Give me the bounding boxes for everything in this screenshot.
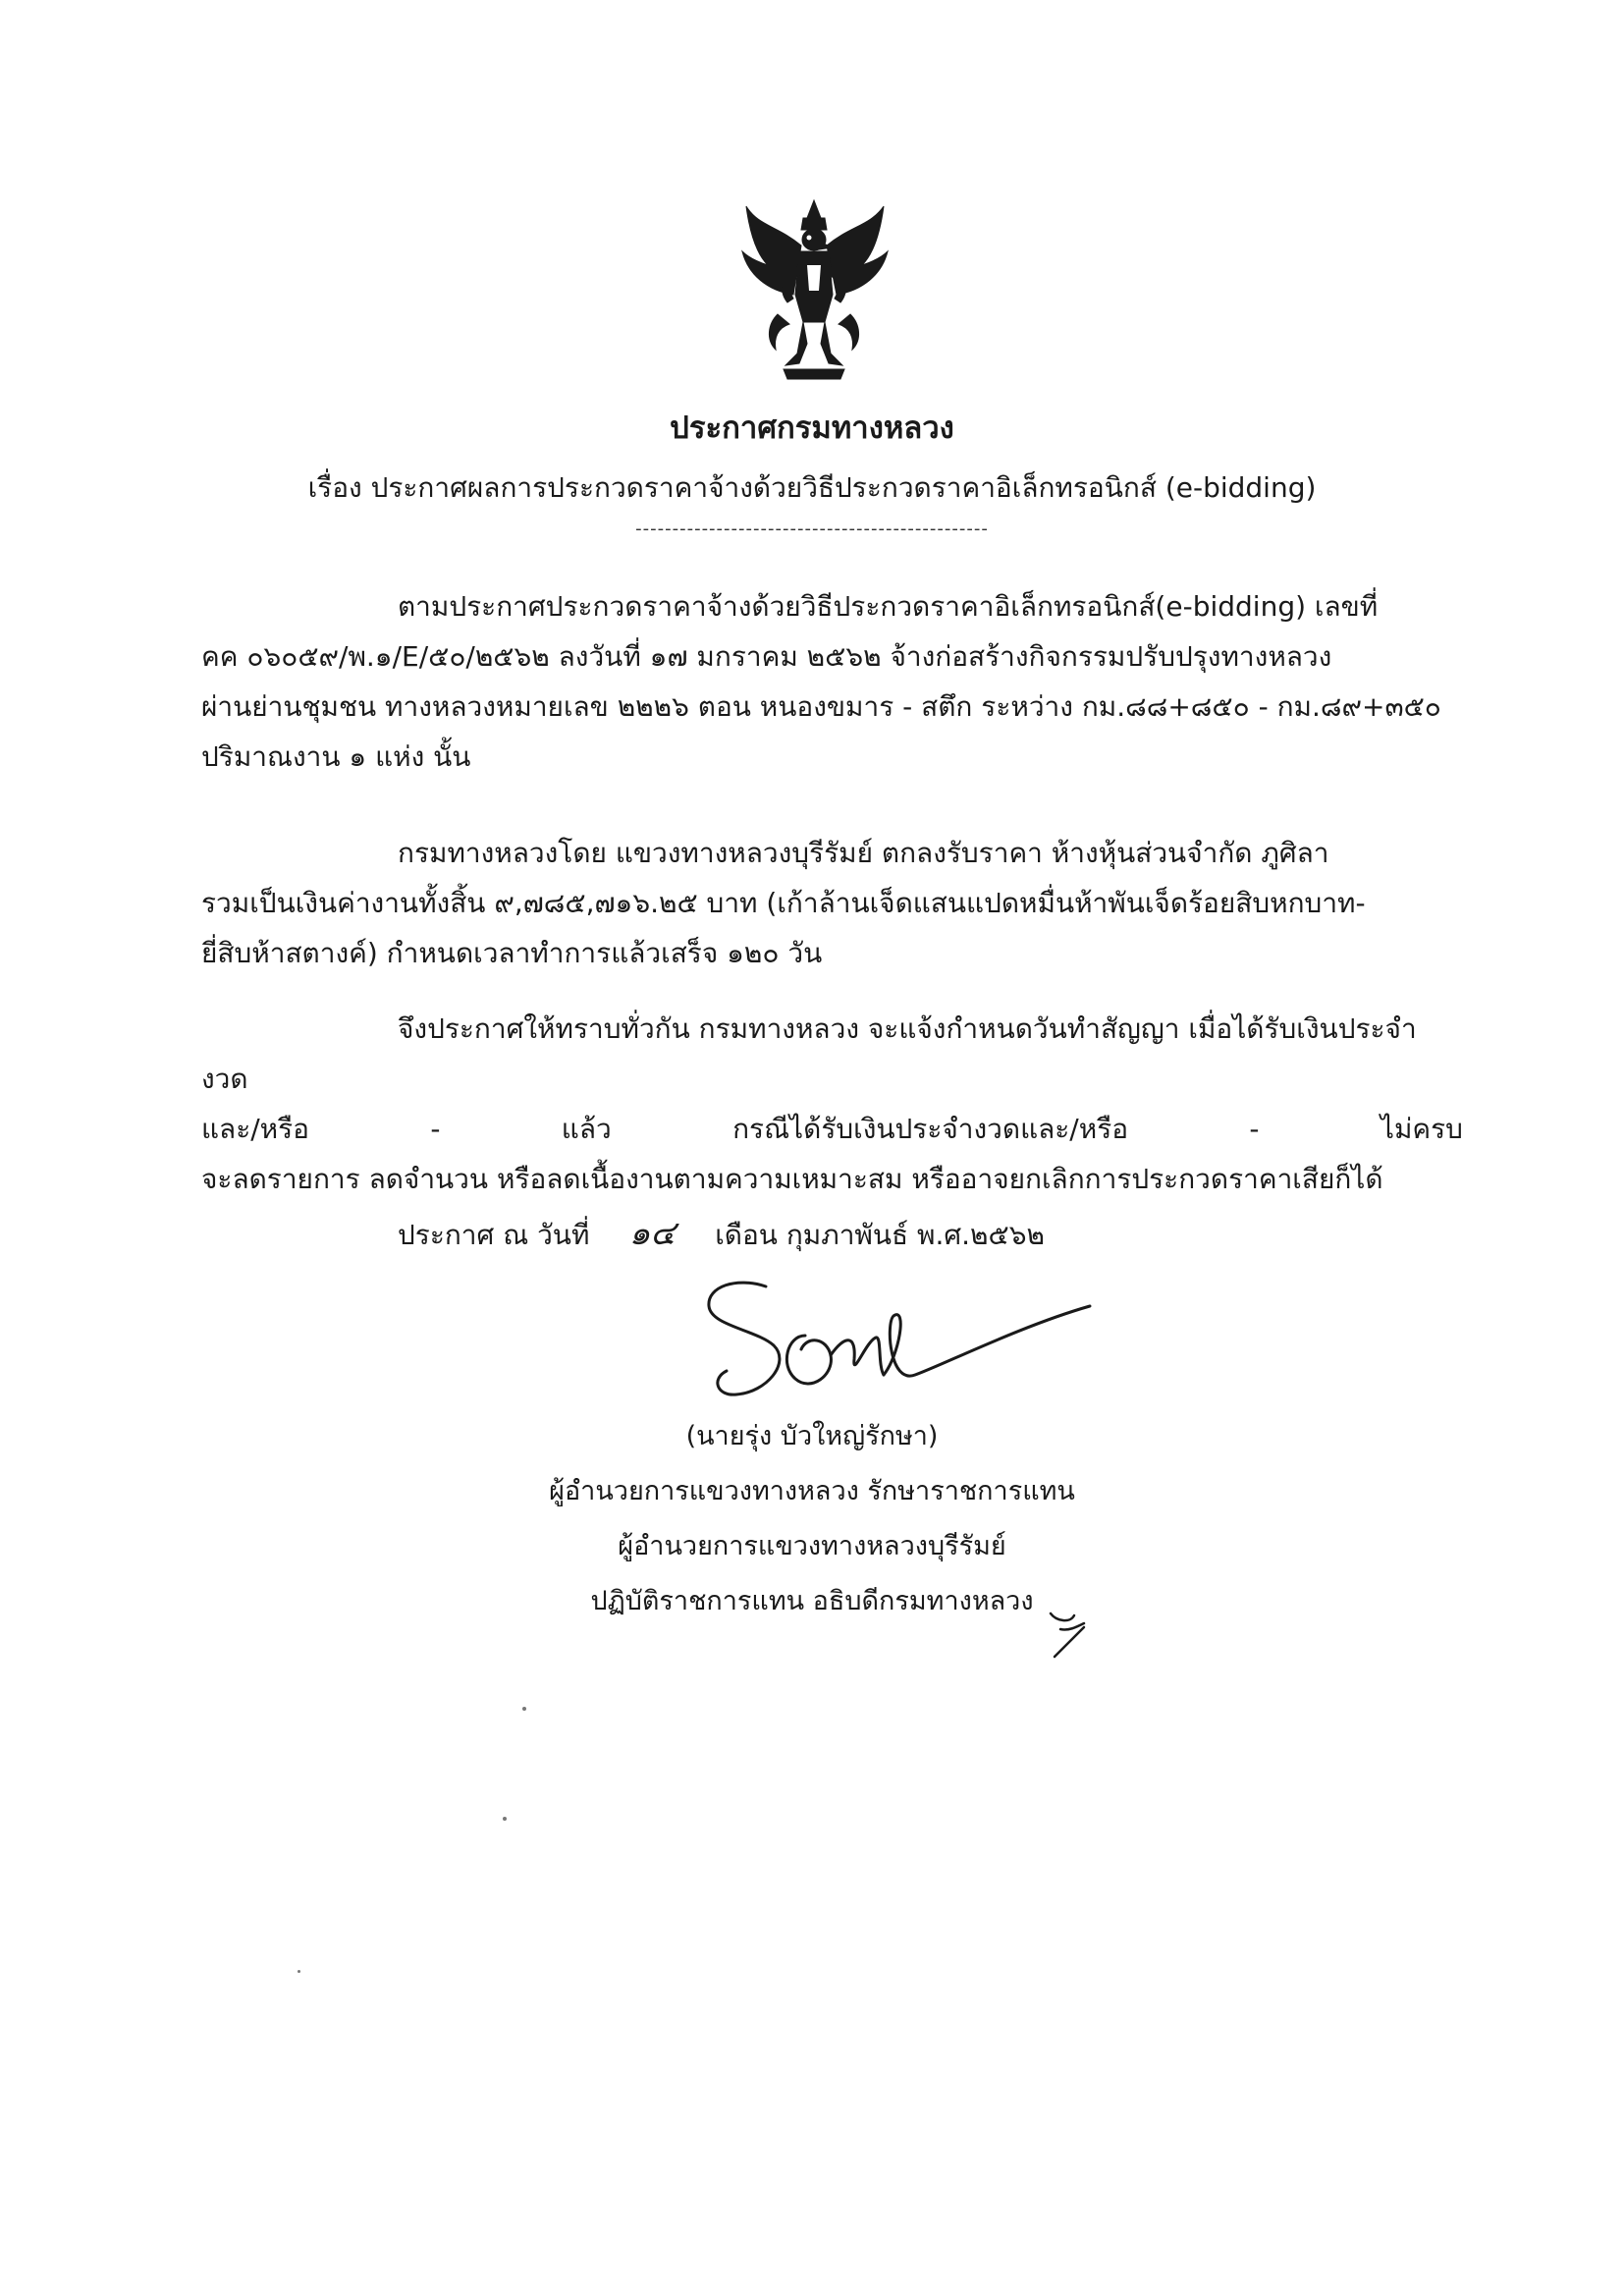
paragraph1-line2: คค ๐๖๐๕๙/พ.๑/E/๕๐/๒๕๖๒ ลงวันที่ ๑๗ มกราคม ๒๕๖๒ จ้างก่อสร้างกิจกรรมปรับปรุงทางหลวง [201,640,1332,673]
paragraph1-line3: ผ่านย่านชุมชน ทางหลวงหมายเลข ๒๒๒๖ ตอน หนองขมาร - สตึก ระหว่าง กม.๘๘+๘๕๐ - กม.๘๙+๓๕๐ [201,690,1441,723]
announcement-dateline [398,1214,1045,1255]
handwritten-initials-icon [1041,1606,1100,1665]
signatory-position-2: ผู้อำนวยการแขวงทางหลวงบุรีรัมย์ [618,1531,1006,1561]
paragraph-contract-notice [201,1004,1463,1204]
scan-speck [503,1817,507,1821]
paragraph3-line2-f: ไม่ครบ [1380,1113,1463,1145]
signatory-name: (นายรุ่ง บัวใหญ่รักษา) [685,1421,939,1451]
paragraph3-line1: จึงประกาศให้ทราบทั่วกัน กรมทางหลวง จะแจ้งกำหนดวันทำสัญญา เมื่อได้รับเงินประจำงวด [201,1012,1417,1095]
paragraph2-line3: ยี่สิบห้าสตางค์) กำหนดเวลาทำการแล้วเสร็จ ๑๒๐ วัน [201,937,823,969]
paragraph3-line2-b: - [430,1113,441,1145]
paragraph-announcement-reference [201,581,1463,782]
paragraph2-line1: กรมทางหลวงโดย แขวงทางหลวงบุรีรัมย์ ตกลงรับราคา ห้างหุ้นส่วนจำกัด ภูศิลา [398,837,1329,869]
signatory-position-3: ปฏิบัติราชการแทน อธิบดีกรมทางหลวง [590,1586,1034,1616]
paragraph1-line4: ปริมาณงาน ๑ แห่ง นั้น [201,740,471,773]
paragraph3-line2-c: แล้ว [561,1113,612,1145]
paragraph2-line2: รวมเป็นเงินค่างานทั้งสิ้น ๙,๗๘๕,๗๑๖.๒๕ บาท (เก้าล้านเจ็ดแสนแปดหมื่นห้าพันเจ็ดร้อยสิบหกบาท- [201,887,1366,919]
dateline-month: เดือน กุมภาพันธ์ พ.ศ.๒๕๖๒ [715,1219,1045,1251]
paragraph3-line2-a: และ/หรือ [201,1113,309,1145]
document-subject: เรื่อง ประกาศผลการประกวดราคาจ้างด้วยวิธีประกวดราคาอิเล็กทรอนิกส์ (e-bidding) [307,471,1317,504]
signatory-position-1: ผู้อำนวยการแขวงทางหลวง รักษาราชการแทน [549,1476,1075,1506]
paragraph3-line2-e: - [1249,1113,1260,1145]
dateline-day: ๑๔ [628,1214,676,1253]
handwritten-signature-icon [697,1277,1110,1414]
paragraph1-line1: ตามประกาศประกวดราคาจ้างด้วยวิธีประกวดราคาอิเล็กทรอนิกส์(e-bidding) เลขที่ [398,590,1379,623]
scan-speck [522,1707,526,1711]
garuda-emblem-icon [738,196,891,383]
paragraph3-line3: จะลดรายการ ลดจำนวน หรือลดเนื้องานตามความเหมาะสม หรืออาจยกเลิกการประกวดราคาเสียก็ได้ [201,1163,1383,1195]
dateline-prefix: ประกาศ ณ วันที่ [398,1219,590,1251]
paragraph3-line2-d: กรณีได้รับเงินประจำงวดและ/หรือ [732,1113,1129,1145]
document-title: ประกาศกรมทางหลวง [670,410,954,446]
scan-speck [298,1970,300,1973]
paragraph3-line2 [201,1104,1463,1154]
separator-rule: ------------------------------------------------ [635,519,989,539]
paragraph-award-details [201,828,1463,978]
